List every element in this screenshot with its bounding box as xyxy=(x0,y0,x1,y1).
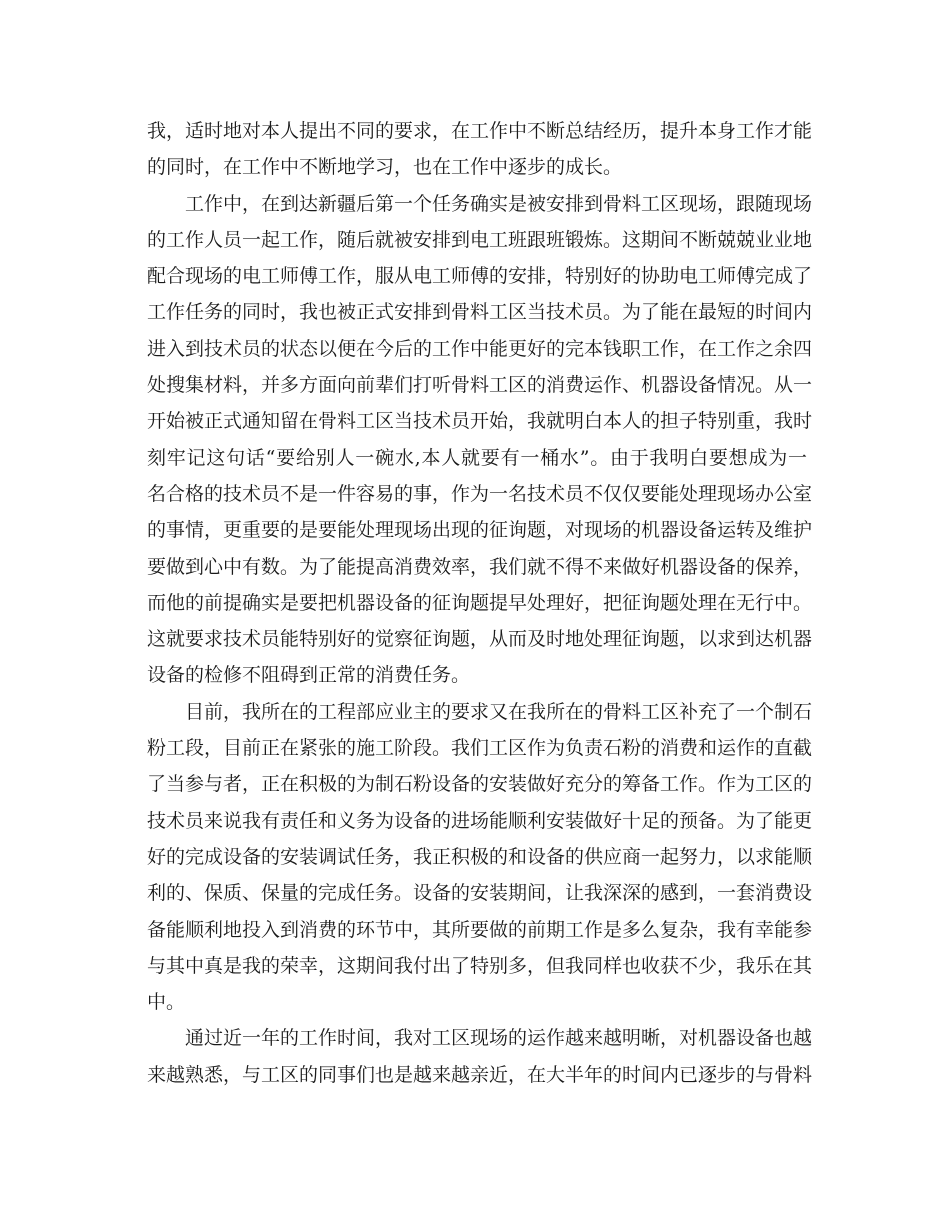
text-line: 的事情，更重要的是要能处理现场出现的征询题，对现场的机器设备运转及维护 xyxy=(147,519,813,542)
text-line: 中。 xyxy=(147,991,186,1014)
paragraph-4 xyxy=(147,1020,813,1093)
text-line: 要做到心中有数。为了能提高消费效率，我们就不得不来做好机器设备的保养， xyxy=(147,555,813,578)
paragraph-3 xyxy=(147,694,813,1021)
text-line: 工作中，在到达新疆后第一个任务确实是被安排到骨料工区现场，跟随现场 xyxy=(185,192,813,215)
text-line: 这就要求技术员能特别好的觉察征询题，从而及时地处理征询题，以求到达机器 xyxy=(147,628,813,651)
document-body xyxy=(147,113,813,1093)
text-line: 技术员来说我有责任和义务为设备的进场能顺利安装做好十足的预备。为了能更 xyxy=(147,809,813,832)
text-line: 进入到技术员的状态以便在今后的工作中能更好的完本钱职工作，在工作之余四 xyxy=(147,337,813,360)
text-line: 处搜集材料，并多方面向前辈们打听骨料工区的消费运作、机器设备情况。从一 xyxy=(147,374,813,397)
text-line: 我，适时地对本人提出不同的要求，在工作中不断总结经历，提升本身工作才能 xyxy=(147,120,813,142)
paragraph-2 xyxy=(147,186,813,694)
text-line: 而他的前提确实是要把机器设备的征询题提早处理好，把征询题处理在无行中。 xyxy=(147,591,813,614)
text-line: 刻牢记这句话“要给别人一碗水,本人就要有一桶水”。由于我明白要想成为一 xyxy=(147,446,807,469)
text-line: 名合格的技术员不是一件容易的事，作为一名技术员不仅仅要能处理现场办公室 xyxy=(147,482,813,505)
text-line: 利的、保质、保量的完成任务。设备的安装期间，让我深深的感到，一套消费设 xyxy=(147,882,813,905)
text-line: 的工作人员一起工作，随后就被安排到电工班跟班锻炼。这期间不断兢兢业业地 xyxy=(147,228,813,251)
text-line: 工作任务的同时，我也被正式安排到骨料工区当技术员。为了能在最短的时间内 xyxy=(147,301,813,324)
text-line: 好的完成设备的安装调试任务，我正积极的和设备的供应商一起努力，以求能顺 xyxy=(147,845,813,868)
text-line: 与其中真是我的荣幸，这期间我付出了特别多，但我同样也收获不少，我乐在其 xyxy=(147,954,813,977)
text-line: 备能顺利地投入到消费的环节中，其所要做的前期工作是多么复杂，我有幸能参 xyxy=(147,918,813,941)
paragraph-1 xyxy=(147,113,813,186)
text-line: 开始被正式通知留在骨料工区当技术员开始，我就明白本人的担子特别重，我时 xyxy=(147,410,813,433)
text-line: 的同时，在工作中不断地学习，也在工作中逐步的成长。 xyxy=(147,156,623,179)
text-line: 目前，我所在的工程部应业主的要求又在我所在的骨料工区补充了一个制石 xyxy=(185,700,813,723)
text-line: 配合现场的电工师傅工作，服从电工师傅的安排，特别好的协助电工师傅完成了 xyxy=(147,265,813,288)
text-line: 了当参与者，正在积极的为制石粉设备的安装做好充分的筹备工作。作为工区的 xyxy=(147,773,813,796)
text-line: 设备的检修不阻碍到正常的消费任务。 xyxy=(147,664,471,687)
text-line: 通过近一年的工作时间，我对工区现场的运作越来越明晰，对机器设备也越 xyxy=(185,1027,813,1050)
text-line: 来越熟悉，与工区的同事们也是越来越亲近，在大半年的时间内已逐步的与骨料 xyxy=(147,1063,813,1086)
text-line: 粉工段，目前正在紧张的施工阶段。我们工区作为负责石粉的消费和运作的直截 xyxy=(147,737,813,760)
